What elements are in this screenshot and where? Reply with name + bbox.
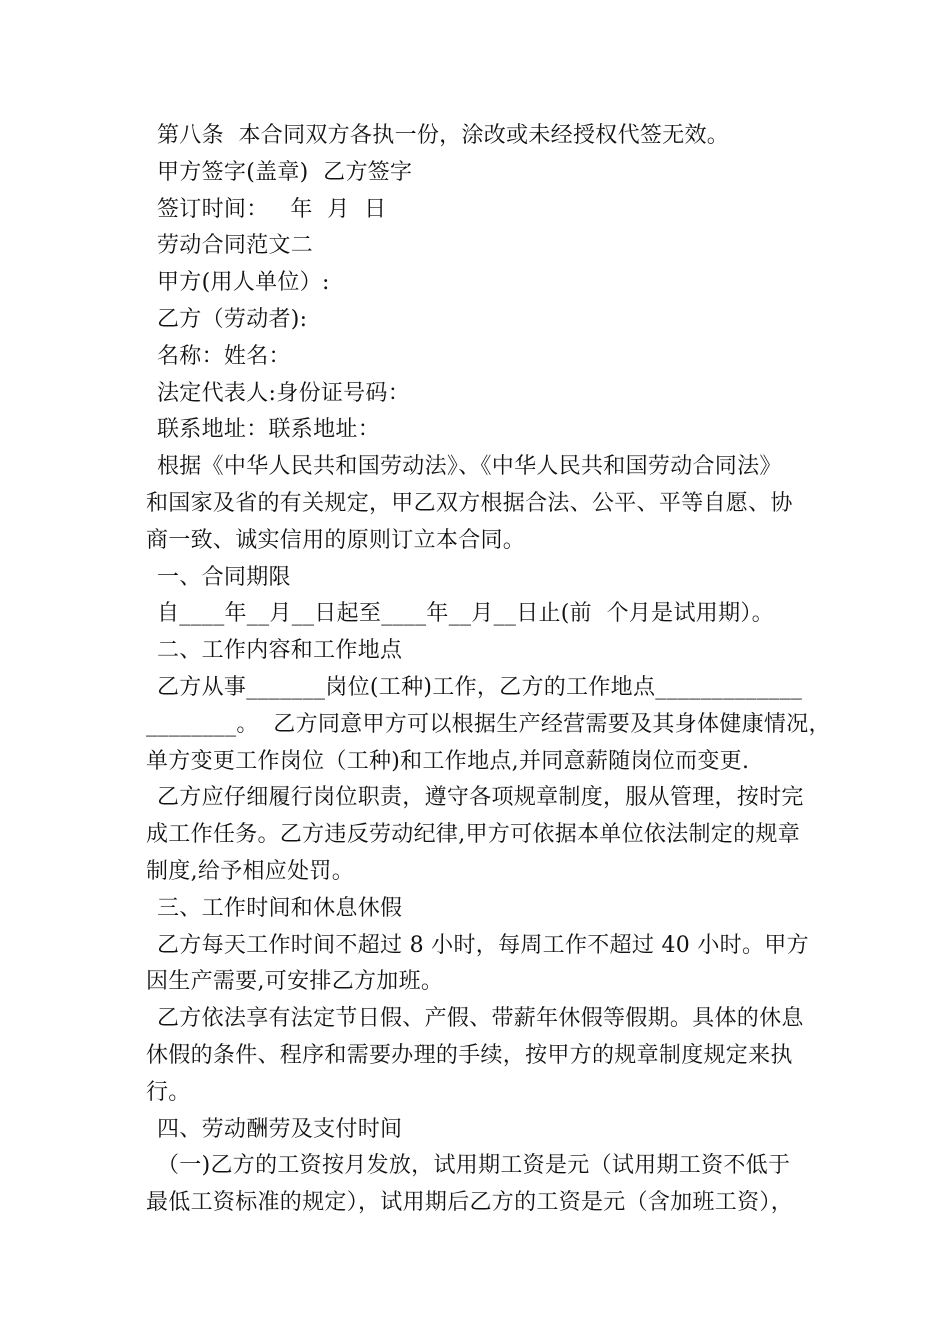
paragraph-line: 乙方应仔细履行岗位职责，遵守各项规章制度，服从管理，按时完 <box>157 785 804 811</box>
document-body <box>146 118 831 1222</box>
document-heading: 劳动合同范文二 <box>157 233 314 259</box>
paragraph-line: 最低工资标准的规定），试用期后乙方的工资是元（含加班工资）， <box>146 1190 794 1216</box>
paragraph-line: 乙方依法享有法定节日假、产假、带薪年休假等假期。具体的休息 <box>157 1006 804 1032</box>
paragraph-line: 因生产需要,可安排乙方加班。 <box>146 969 444 995</box>
preamble-line: 商一致、诚实信用的原则订立本合同。 <box>146 527 526 553</box>
paragraph-line: 乙方每天工作时间不超过 8 小时，每周工作不超过 40 小时。甲方 <box>157 932 809 958</box>
section-heading: 四、劳动酬劳及支付时间 <box>157 1116 403 1142</box>
paragraph-line: 休假的条件、程序和需要办理的手续，按甲方的规章制度规定来执 <box>146 1042 793 1068</box>
paragraph-line: 制度,给予相应处罚。 <box>146 858 354 884</box>
party-a-line: 甲方(用人单位）: <box>157 270 330 296</box>
party-b-line: 乙方（劳动者): <box>157 306 308 332</box>
paragraph-line: 成工作任务。乙方违反劳动纪律,甲方可依据本单位依法制定的规章 <box>146 822 800 848</box>
address-line: 联系地址：联系地址： <box>157 417 381 443</box>
section-heading: 一、合同期限 <box>157 564 291 590</box>
section-heading: 三、工作时间和休息休假 <box>157 895 403 921</box>
paragraph-line: 乙方从事_______岗位(工种)工作，乙方的工作地点_____________ <box>157 674 803 700</box>
preamble-line: 根据《中华人民共和国劳动法》、《中华人民共和国劳动合同法》 <box>157 454 782 480</box>
paragraph-line: 自____年__月__日起至____年__月__日止(前 个月是试用期）。 <box>157 601 774 627</box>
paragraph-line: 行。 <box>146 1079 191 1105</box>
preamble-line: 和国家及省的有关规定，甲乙双方根据合法、公平、平等自愿、协 <box>146 490 793 516</box>
clause-8-line: 第八条 本合同双方各执一份，涂改或未经授权代签无效。 <box>157 123 730 148</box>
paragraph-line: ________。 乙方同意甲方可以根据生产经营需要及其身体健康情况， <box>146 711 831 737</box>
paragraph-line: 单方变更工作岗位（工种)和工作地点,并同意薪随岗位而变更. <box>146 748 750 774</box>
paragraph-line: （一)乙方的工资按月发放，试用期工资是元（试用期工资不低于 <box>157 1153 791 1179</box>
representative-line: 法定代表人:身份证号码： <box>157 380 411 406</box>
section-heading: 二、工作内容和工作地点 <box>157 638 403 664</box>
name-line: 名称：姓名： <box>157 343 291 369</box>
signature-line: 甲方签字(盖章) 乙方签字 <box>157 159 413 185</box>
sign-date-line: 签订时间： 年 月 日 <box>157 196 387 222</box>
